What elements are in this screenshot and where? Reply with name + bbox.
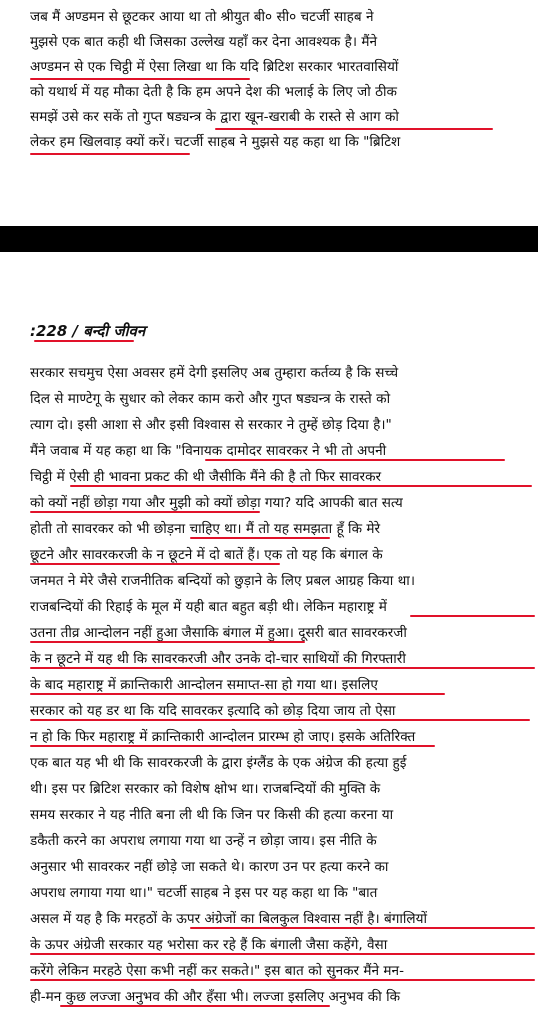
underline-mark (70, 485, 532, 487)
text-line: के ऊपर अंग्रेजी सरकार यह भरोसा कर रहे हैं कि बंगाली जैसा कहेंगे, वैसा (30, 937, 388, 953)
underline-mark (30, 953, 535, 955)
underline-mark (30, 667, 535, 669)
underline-mark (30, 745, 435, 747)
underline-mark (410, 615, 535, 617)
underline-mark (30, 641, 305, 643)
text-line: राजबन्दियों की रिहाई के मूल में यही बात बहुत बड़ी थी। लेकिन महाराष्ट्र में (30, 599, 387, 615)
text-line: सरकार को यह डर था कि यदि सावरकर इत्यादि को छोड़ दिया जाय तो ऐसा (30, 703, 396, 719)
underline-mark (60, 1005, 330, 1007)
text-line: करेंगे लेकिन मरहठे ऐसा कभी नहीं कर सकते।" इस बात को सुनकर मैंने मन- (30, 963, 405, 979)
underline-mark (30, 979, 535, 981)
top-page-fragment (0, 0, 538, 226)
page-divider (0, 226, 538, 252)
text-line: समय सरकार ने यह नीति बना ली थी कि जिन पर किसी की हत्या करना या (30, 807, 394, 823)
underline-mark (30, 719, 530, 721)
underline-mark (30, 511, 260, 513)
text-line: मैंने जवाब में यह कहा था कि "विनायक दामोदर सावरकर ने भी तो अपनी (30, 443, 387, 459)
text-line: के बाद महाराष्ट्र में क्रान्तिकारी आन्दोलन समाप्त-सा हो गया था। इसलिए (30, 677, 378, 693)
text-line: डकैती करने का अपराध लगाया गया था उन्हें न छोड़ा जाय। इस नीति के (30, 833, 377, 849)
text-line: को यथार्थ में यह मौका देती है कि हम अपने देश की भलाई के लिए जो ठीक (30, 84, 397, 100)
text-line: होती तो सावरकर को भी छोड़ना चाहिए था। मैं तो यह समझता हूँ कि मेरे (30, 521, 381, 537)
text-line: त्याग दो। इसी आशा से और इसी विश्वास से सरकार ने तुम्हें छोड़ दिया है।" (30, 417, 392, 433)
bottom-page (0, 252, 538, 1024)
text-line: अण्डमन से एक चिट्ठी में ऐसा लिखा था कि यदि ब्रिटिश सरकार भारतवासियों (30, 59, 399, 75)
underline-mark (215, 128, 493, 130)
text-line: अनुसार भी सावरकर नहीं छोड़े जा सकते थे। कारण उन पर हत्या करने का (30, 859, 389, 875)
text-line: छूटने और सावरकरजी के न छूटने में दो बातें हैं। एक तो यह कि बंगाल के (30, 547, 383, 563)
underline-mark (190, 537, 330, 539)
text-line: सरकार सचमुच ऐसा अवसर हमें देगी इसलिए अब तुम्हारा कर्तव्य है कि सच्चे (30, 365, 399, 381)
text-line: एक बात यह भी थी कि सावरकरजी के द्वारा इंग्लैंड के एक अंग्रेज की हत्या हुई (30, 755, 407, 771)
text-line: चिट्ठी में ऐसी ही भावना प्रकट की थी जैसीकि मैंने की है तो फिर सावरकर (30, 469, 382, 485)
underline-mark (190, 927, 535, 929)
text-line: दिल से माण्टेगू के सुधार को लेकर काम करो और गुप्त षड्यन्त्र के रास्ते को (30, 391, 391, 407)
text-line: असल में यह है कि मरहठों के ऊपर अंग्रेजों का बिलकुल विश्वास नहीं है। बंगालियों (30, 911, 428, 927)
text-line: न हो कि फिर महाराष्ट्र में क्रान्तिकारी आन्दोलन प्रारम्भ हो जाए। इसके अतिरिक्त (30, 729, 416, 745)
text-line: जब मैं अण्डमन से छूटकर आया था तो श्रीयुत बी० सी० चटर्जी साहब ने (30, 9, 374, 25)
text-line: लेकर हम खिलवाड़ क्यों करें। चटर्जी साहब ने मुझसे यह कहा था कि "ब्रिटिश (30, 134, 401, 150)
underline-mark (30, 153, 190, 155)
underline-mark (205, 459, 505, 461)
underline-mark (30, 78, 250, 80)
text-line: के न छूटने में यह थी कि सावरकरजी और उनके दो-चार साथियों की गिरफ्तारी (30, 651, 406, 667)
text-line: को क्यों नहीं छोड़ा गया और मुझी को क्यों छोड़ा गया? यदि आपकी बात सत्य (30, 495, 403, 511)
page-header: :228 / बन्दी जीवन (30, 322, 146, 340)
text-line: मुझसे एक बात कही थी जिसका उल्लेख यहाँ कर देना आवश्यक है। मैंने (30, 34, 377, 50)
text-line: थी। इस पर ब्रिटिश सरकार को विशेष क्षोभ था। राजबन्दियों की मुक्ति के (30, 781, 381, 797)
text-line: उतना तीव्र आन्दोलन नहीं हुआ जैसाकि बंगाल में हुआ। दूसरी बात सावरकरजी (30, 625, 407, 641)
text-line: ही-मन कुछ लज्जा अनुभव की और हँसा भी। लज्जा इसलिए अनुभव की कि (30, 989, 401, 1005)
text-line: समझें उसे कर सकें तो गुप्त षड्यन्त्र के द्वारा खून-खराबी के रास्ते से आग को (30, 109, 399, 125)
header-underline (34, 340, 134, 342)
text-line: अपराध लगाया गया था।" चटर्जी साहब ने इस पर यह कहा था कि "बात (30, 885, 378, 901)
underline-mark (30, 693, 445, 695)
text-line: जनमत ने मेरे जैसे राजनीतिक बन्दियों को छुड़ाने के लिए प्रबल आग्रह किया था। (30, 573, 415, 589)
underline-mark (30, 563, 280, 565)
